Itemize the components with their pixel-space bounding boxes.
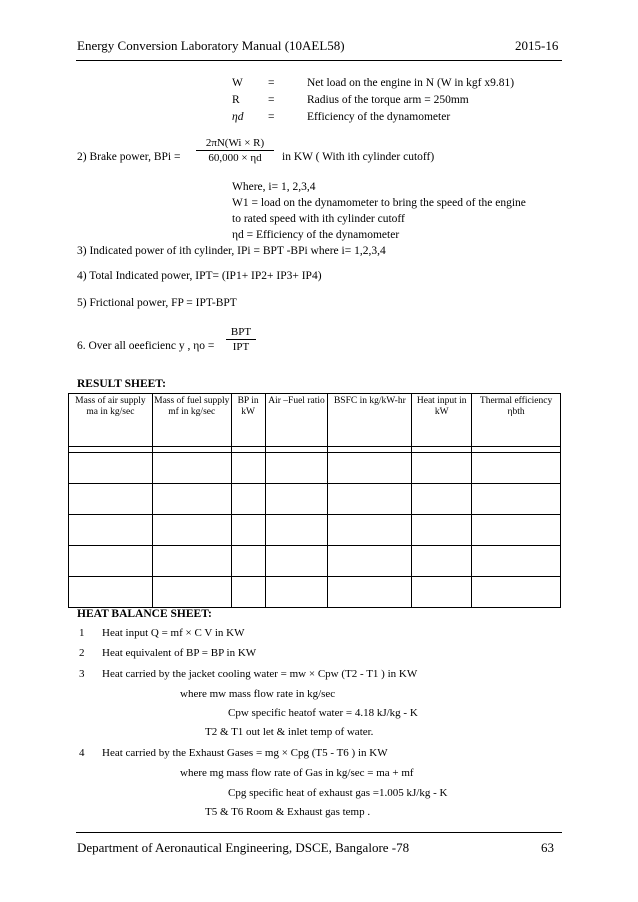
bp-label: 2) Brake power, BPi = bbox=[77, 151, 181, 163]
hb-item-3-cpw: Cpw specific heatof water = 4.18 kJ/kg - K bbox=[228, 707, 418, 719]
table-row bbox=[69, 453, 561, 484]
table-row bbox=[69, 577, 561, 608]
result-sheet-title: RESULT SHEET: bbox=[77, 378, 166, 390]
bp-where-2: W1 = load on the dynamometer to bring the speed of the engine bbox=[232, 197, 526, 209]
def-text-eta: Efficiency of the dynamometer bbox=[307, 111, 451, 123]
table-row bbox=[69, 484, 561, 515]
hb-item-2-num: 2 bbox=[79, 647, 85, 659]
total-ip-formula: 4) Total Indicated power, IPT= (IP1+ IP2+ IP3+ IP4) bbox=[77, 270, 322, 282]
page-number: 63 bbox=[541, 840, 554, 855]
hb-item-3: Heat carried by the jacket cooling water = mw × Cpw (T2 - T1 ) in KW bbox=[102, 668, 418, 680]
col-bsfc: BSFC in kg/kW-hr bbox=[328, 394, 412, 447]
col-air-mass: Mass of air supply ma in kg/sec bbox=[69, 394, 153, 447]
hb-item-4-temps: T5 & T6 Room & Exhaust gas temp . bbox=[205, 806, 371, 818]
bp-denominator: 60,000 × ηd bbox=[208, 152, 262, 164]
def-symbol-w: W bbox=[232, 77, 243, 89]
def-text-w: Net load on the engine in N (W in kgf x9.81) bbox=[307, 77, 515, 89]
def-eq-w: = bbox=[268, 77, 275, 89]
hb-item-3-num: 3 bbox=[79, 668, 85, 680]
def-eq-r: = bbox=[268, 94, 275, 106]
overall-fraction bbox=[226, 326, 256, 353]
col-thermal-eff: Thermal efficiency ηbth bbox=[472, 394, 561, 447]
bp-where-4: ηd = Efficiency of the dynamometer bbox=[232, 229, 400, 241]
header-year: 2015-16 bbox=[515, 38, 559, 53]
result-header-row bbox=[69, 394, 561, 447]
def-symbol-r: R bbox=[232, 94, 240, 106]
hb-item-4-where: where mg mass flow rate of Gas in kg/sec = ma + mf bbox=[180, 767, 414, 779]
hb-item-4-num: 4 bbox=[79, 747, 85, 759]
def-symbol-eta: ηd bbox=[232, 111, 244, 123]
def-eq-eta: = bbox=[268, 111, 275, 123]
hb-item-3-where: where mw mass flow rate in kg/sec bbox=[180, 688, 336, 700]
overall-denominator: IPT bbox=[232, 341, 250, 353]
col-fuel-mass: Mass of fuel supply mf in kg/sec bbox=[152, 394, 231, 447]
bp-where-3: to rated speed with ith cylinder cutoff bbox=[232, 213, 405, 225]
hb-item-1: Heat input Q = mf × C V in KW bbox=[102, 627, 245, 639]
def-text-r: Radius of the torque arm = 250mm bbox=[307, 94, 469, 106]
fp-formula: 5) Frictional power, FP = IPT-BPT bbox=[77, 297, 237, 309]
ip-formula: 3) Indicated power of ith cylinder, IPi = BPT -BPi where i= 1,2,3,4 bbox=[77, 245, 386, 257]
bp-numerator: 2πN(Wi × R) bbox=[196, 137, 274, 151]
header-rule bbox=[76, 60, 562, 61]
bp-where-1: Where, i= 1, 2,3,4 bbox=[232, 181, 316, 193]
table-row bbox=[69, 546, 561, 577]
bp-suffix: in KW ( With ith cylinder cutoff) bbox=[282, 151, 435, 163]
hb-item-4-cpg: Cpg specific heat of exhaust gas =1.005 kJ/kg - K bbox=[228, 787, 448, 799]
hb-item-1-num: 1 bbox=[79, 627, 85, 639]
result-table bbox=[68, 393, 561, 608]
bp-fraction bbox=[196, 137, 274, 164]
hb-item-3-temps: T2 & T1 out let & inlet temp of water. bbox=[205, 726, 374, 738]
col-bp: BP in kW bbox=[231, 394, 265, 447]
heat-balance-title: HEAT BALANCE SHEET: bbox=[77, 608, 212, 620]
table-row bbox=[69, 515, 561, 546]
hb-item-2: Heat equivalent of BP = BP in KW bbox=[102, 647, 257, 659]
overall-numerator: BPT bbox=[226, 326, 256, 340]
footer-rule bbox=[76, 832, 562, 833]
col-af-ratio: Air –Fuel ratio bbox=[265, 394, 328, 447]
overall-label: 6. Over all oeeficienc y , ηo = bbox=[77, 340, 215, 352]
footer-dept: Department of Aeronautical Engineering, DSCE, Bangalore -78 bbox=[77, 840, 410, 855]
hb-item-4: Heat carried by the Exhaust Gases = mg × Cpg (T5 - T6 ) in KW bbox=[102, 747, 388, 759]
col-heat-input: Heat input in kW bbox=[412, 394, 472, 447]
header-title: Energy Conversion Laboratory Manual (10AEL58) bbox=[77, 38, 345, 53]
